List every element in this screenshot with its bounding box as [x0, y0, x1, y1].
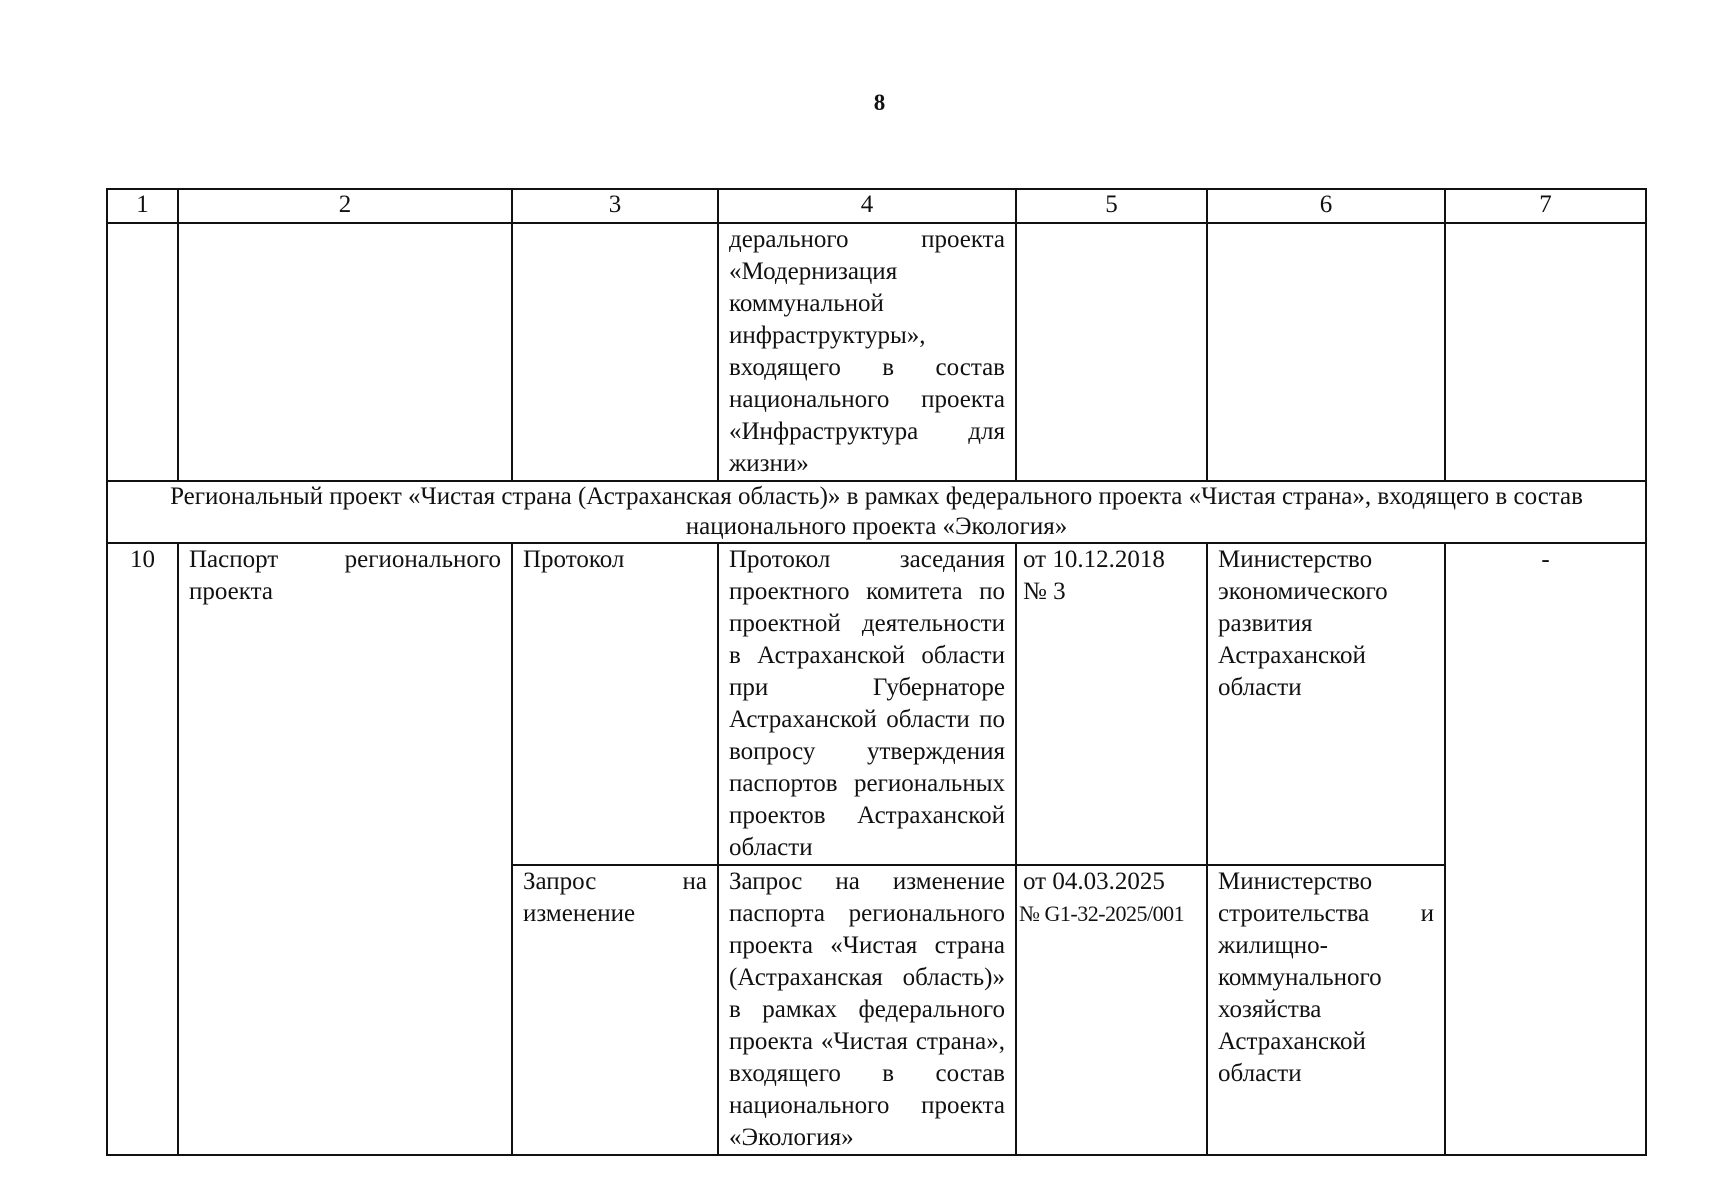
- table-cell: [178, 223, 512, 481]
- date-value: от 10.12.2018: [1023, 546, 1165, 573]
- row-number: 10: [107, 543, 178, 1155]
- table-row: [107, 543, 1646, 865]
- document-type: Запрос на изменение: [512, 865, 718, 1155]
- column-header: 2: [178, 189, 512, 223]
- document-title: Протокол заседания проектного комитета по проектной деятельности в Астраханской области при Губернаторе Астраханской области по вопросу утверждения паспортов региональных проектов Астраханской области: [718, 543, 1016, 865]
- column-header: 3: [512, 189, 718, 223]
- responsible-agency: Министерство экономического развития Астраханской области: [1207, 543, 1445, 865]
- table-cell: [1016, 223, 1207, 481]
- document-table: [106, 188, 1647, 1156]
- table-row: [107, 223, 1646, 481]
- table-header-row: [107, 189, 1646, 223]
- number-value: № G1-32-2025/001: [1019, 901, 1185, 926]
- column-header: 5: [1016, 189, 1207, 223]
- document-date: [1016, 543, 1207, 865]
- continued-text-cell: дерального проекта «Модернизация коммунальной инфраструктуры», входящего в состав национального проекта «Инфраструктура для жизни»: [718, 223, 1016, 481]
- responsible-agency: Министерство строительства и жилищно-коммунального хозяйства Астраханской области: [1207, 865, 1445, 1155]
- document-title: Запрос на изменение паспорта регионального проекта «Чистая страна (Астраханская область)» в рамках федерального проекта «Чистая страна», входящего в состав национального проекта «Экология»: [718, 865, 1016, 1155]
- column-header: 6: [1207, 189, 1445, 223]
- section-title: Региональный проект «Чистая страна (Астраханская область)» в рамках федерального проекта «Чистая страна», входящего в состав национального проекта «Экология»: [107, 481, 1646, 543]
- table-cell: [512, 223, 718, 481]
- table-cell: [1207, 223, 1445, 481]
- column-header: 7: [1445, 189, 1646, 223]
- page-number: 8: [873, 90, 886, 115]
- document-name: Паспорт регионального проекта: [178, 543, 512, 1155]
- column-header: 4: [718, 189, 1016, 223]
- note-cell: -: [1445, 543, 1646, 1155]
- number-value: № 3: [1023, 578, 1066, 605]
- table-cell: [107, 223, 178, 481]
- document-type: Протокол: [512, 543, 718, 865]
- column-header: 1: [107, 189, 178, 223]
- section-title-row: [107, 481, 1646, 543]
- document-date: [1016, 865, 1207, 1155]
- table-cell: [1445, 223, 1646, 481]
- date-value: от 04.03.2025: [1023, 868, 1165, 895]
